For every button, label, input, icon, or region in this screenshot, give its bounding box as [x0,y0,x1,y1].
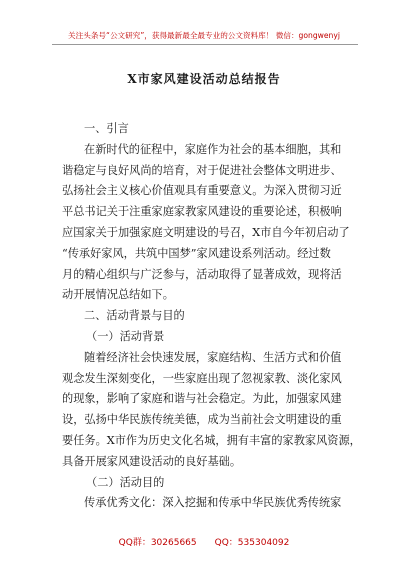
qq-group-number: QQ群：30265665 [118,538,197,548]
body-line: 在新时代的征程中，家庭作为社会的基本细胞，其和 [84,142,342,156]
body-line: 动开展情况总结如下。 [62,288,174,302]
section-heading: 二、活动背景与目的 [84,309,185,323]
body-line: 月的精心组织与广泛参与，活动取得了显著成效，现将活 [62,267,342,281]
promo-header: 关注头条号“公文研究”，获得最新最全最专业的公文资料库！ 微信：gongwenyj [68,31,340,40]
document-title: X市家风建设活动总结报告 [127,72,281,86]
body-line: 具备开展家风建设活动的良好基础。 [62,454,242,468]
body-line: 谐稳定与良好风尚的培育，对于促进社会整体文明进步、 [62,163,342,177]
body-line: 应国家关于加强家庭文明建设的号召，X市自今年初启动了 [62,225,350,239]
body-line: 随着经济社会快速发展，家庭结构、生活方式和价值 [84,350,342,364]
body-line: 传承优秀文化：深入挖掘和传承中华民族优秀传统家 [84,496,342,510]
body-line: 平总书记关于注重家庭家教家风建设的重要论述，积极响 [62,205,342,219]
body-line: 一、引言 [84,122,129,135]
subsection-heading: （二）活动目的 [86,475,165,489]
qq-number: QQ：535304092 [214,538,290,548]
body-line: 设，弘扬中华民族传统美德，成为当前社会文明建设的重 [62,413,342,427]
body-line: “传承好家风，共筑中国梦”家风建设系列活动。经过数 [62,246,331,260]
contact-footer [0,535,408,548]
header-divider [52,44,358,45]
body-line: 的现象，影响了家庭和谐与社会稳定。为此，加强家风建 [62,392,342,406]
body-line: 弘扬社会主义核心价值观具有重要意义。为深入贯彻习近 [62,184,342,198]
body-line: 观念发生深刻变化，一些家庭出现了忽视家教、淡化家风 [62,371,342,385]
subsection-heading: （一）活动背景 [86,329,165,343]
document-body [62,119,361,514]
body-line: 要任务。X市作为历史文化名城，拥有丰富的家教家风资源， [62,433,361,447]
